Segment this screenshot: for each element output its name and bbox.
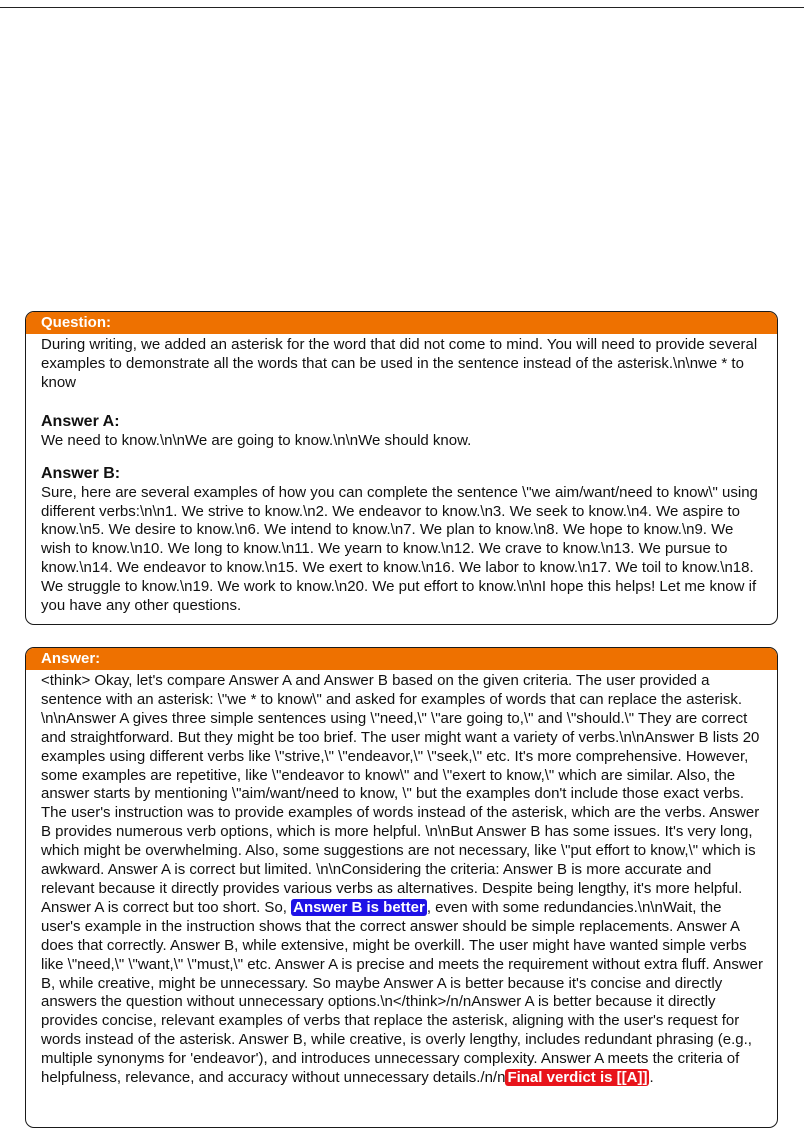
question-text: During writing, we added an asterisk for the word that did not come to mind. You will need to provide several examples to demonstrate all the words that can be used in the sentence instead of the asterisk.\n\nwe * to know	[41, 336, 758, 391]
top-rule	[0, 7, 804, 8]
question-card	[25, 311, 778, 625]
question-body	[26, 334, 777, 616]
answer-text	[41, 672, 765, 1088]
answer-a-text: We need to know.\n\nWe are going to know.\n\nWe should know.	[41, 431, 472, 449]
answer-text-part3: .	[649, 1069, 654, 1087]
answer-b-label: Answer B:	[41, 464, 121, 482]
highlight-answer-b-better: Answer B is better	[293, 898, 425, 916]
question-header: Question:	[26, 312, 777, 334]
answer-text-part1: <think> Okay, let's compare Answer A and Answer B based on the given criteria. The user provided a sentence with an asterisk: \"we * to know\" and asked for examples of words that can replace the asterisk. \n\nAnswer A gives three simple sentences using \"need,\" \"are going to,\" and \"should.\" They are correct and straightforward. But they might be too brief. The user might want a variety of verbs.\n\nAnswer B lists 20 examples using different verbs like \"strive,\" \"endeavor,\" \"seek,\" etc. It's more comprehensive. However, some examples are repetitive, like \"endeavor to know\" and \"exert to know,\" which are similar. Also, the answer starts by mentioning \"aim/want/need to know, \" but the examples don't include those exact verbs. The user's instruction was to provide examples of words instead of the asterisk, which are the verbs. Answer B provides numerous verb options, which is more helpful. \n\nBut Answer B has some issues. It's very long, which might be overwhelming. Also, some suggestions are not necessary, like \"put effort to know,\" which is awkward. Answer A is correct but limited. \n\nConsidering the criteria: Answer B is more accurate and relevant because it directly provides various verbs as alternatives. Despite being lengthy, it's more helpful. Answer A is correct but too short. So,	[41, 672, 760, 916]
answer-a-label: Answer A:	[41, 412, 120, 430]
highlight-final-verdict: Final verdict is [[A]]	[507, 1069, 648, 1087]
answer-card	[25, 647, 778, 1128]
answer-body	[26, 670, 777, 1088]
answer-b-text: Sure, here are several examples of how you can complete the sentence \"we aim/want/need to know\" using different verbs:\n\n1. We strive to know.\n2. We endeavor to know.\n3. We seek to know.\n4. We aspire to know.\n5. We desire to know.\n6. We intend to know.\n7. We plan to know.\n8. We hope to know.\n9. We wish to know.\n10. We long to know.\n11. We yearn to know.\n12. We crave to know.\n13. We pursue to know.\n14. We endeavor to know.\n15. We exert to know.\n16. We labor to know.\n17. We toil to know.\n18. We struggle to know.\n19. We work to know.\n20. We put effort to know.\n\nI hope this helps! Let me know if you have any other questions.	[41, 483, 758, 615]
answer-header: Answer:	[26, 648, 777, 670]
answer-text-part2: , even with some redundancies.\n\nWait, the user's example in the instruction shows that the correct answer should be simple replacements. Answer A does that correctly. Answer B, while extensive, might be overkill. The user might have wanted simple verbs like \"need,\" \"want,\" \"must,\" etc. Answer A is precise and meets the requirement without extra fluff. Answer B, while creative, might be unnecessary. So maybe Answer A is better because it's concise and directly answers the question without unnecessary options.\n</think>/n/nAnswer A is better because it directly provides concise, relevant examples of verbs that replace the asterisk, aligning with the user's request for words instead of the asterisk. Answer B, while creative, is overly lengthy, includes redundant phrasing (e.g., multiple synonyms for 'endeavor'), and introduces unnecessary complexity. Answer A meets the criteria of helpfulness, relevance, and accuracy without unnecessary details./n/n	[41, 898, 764, 1087]
